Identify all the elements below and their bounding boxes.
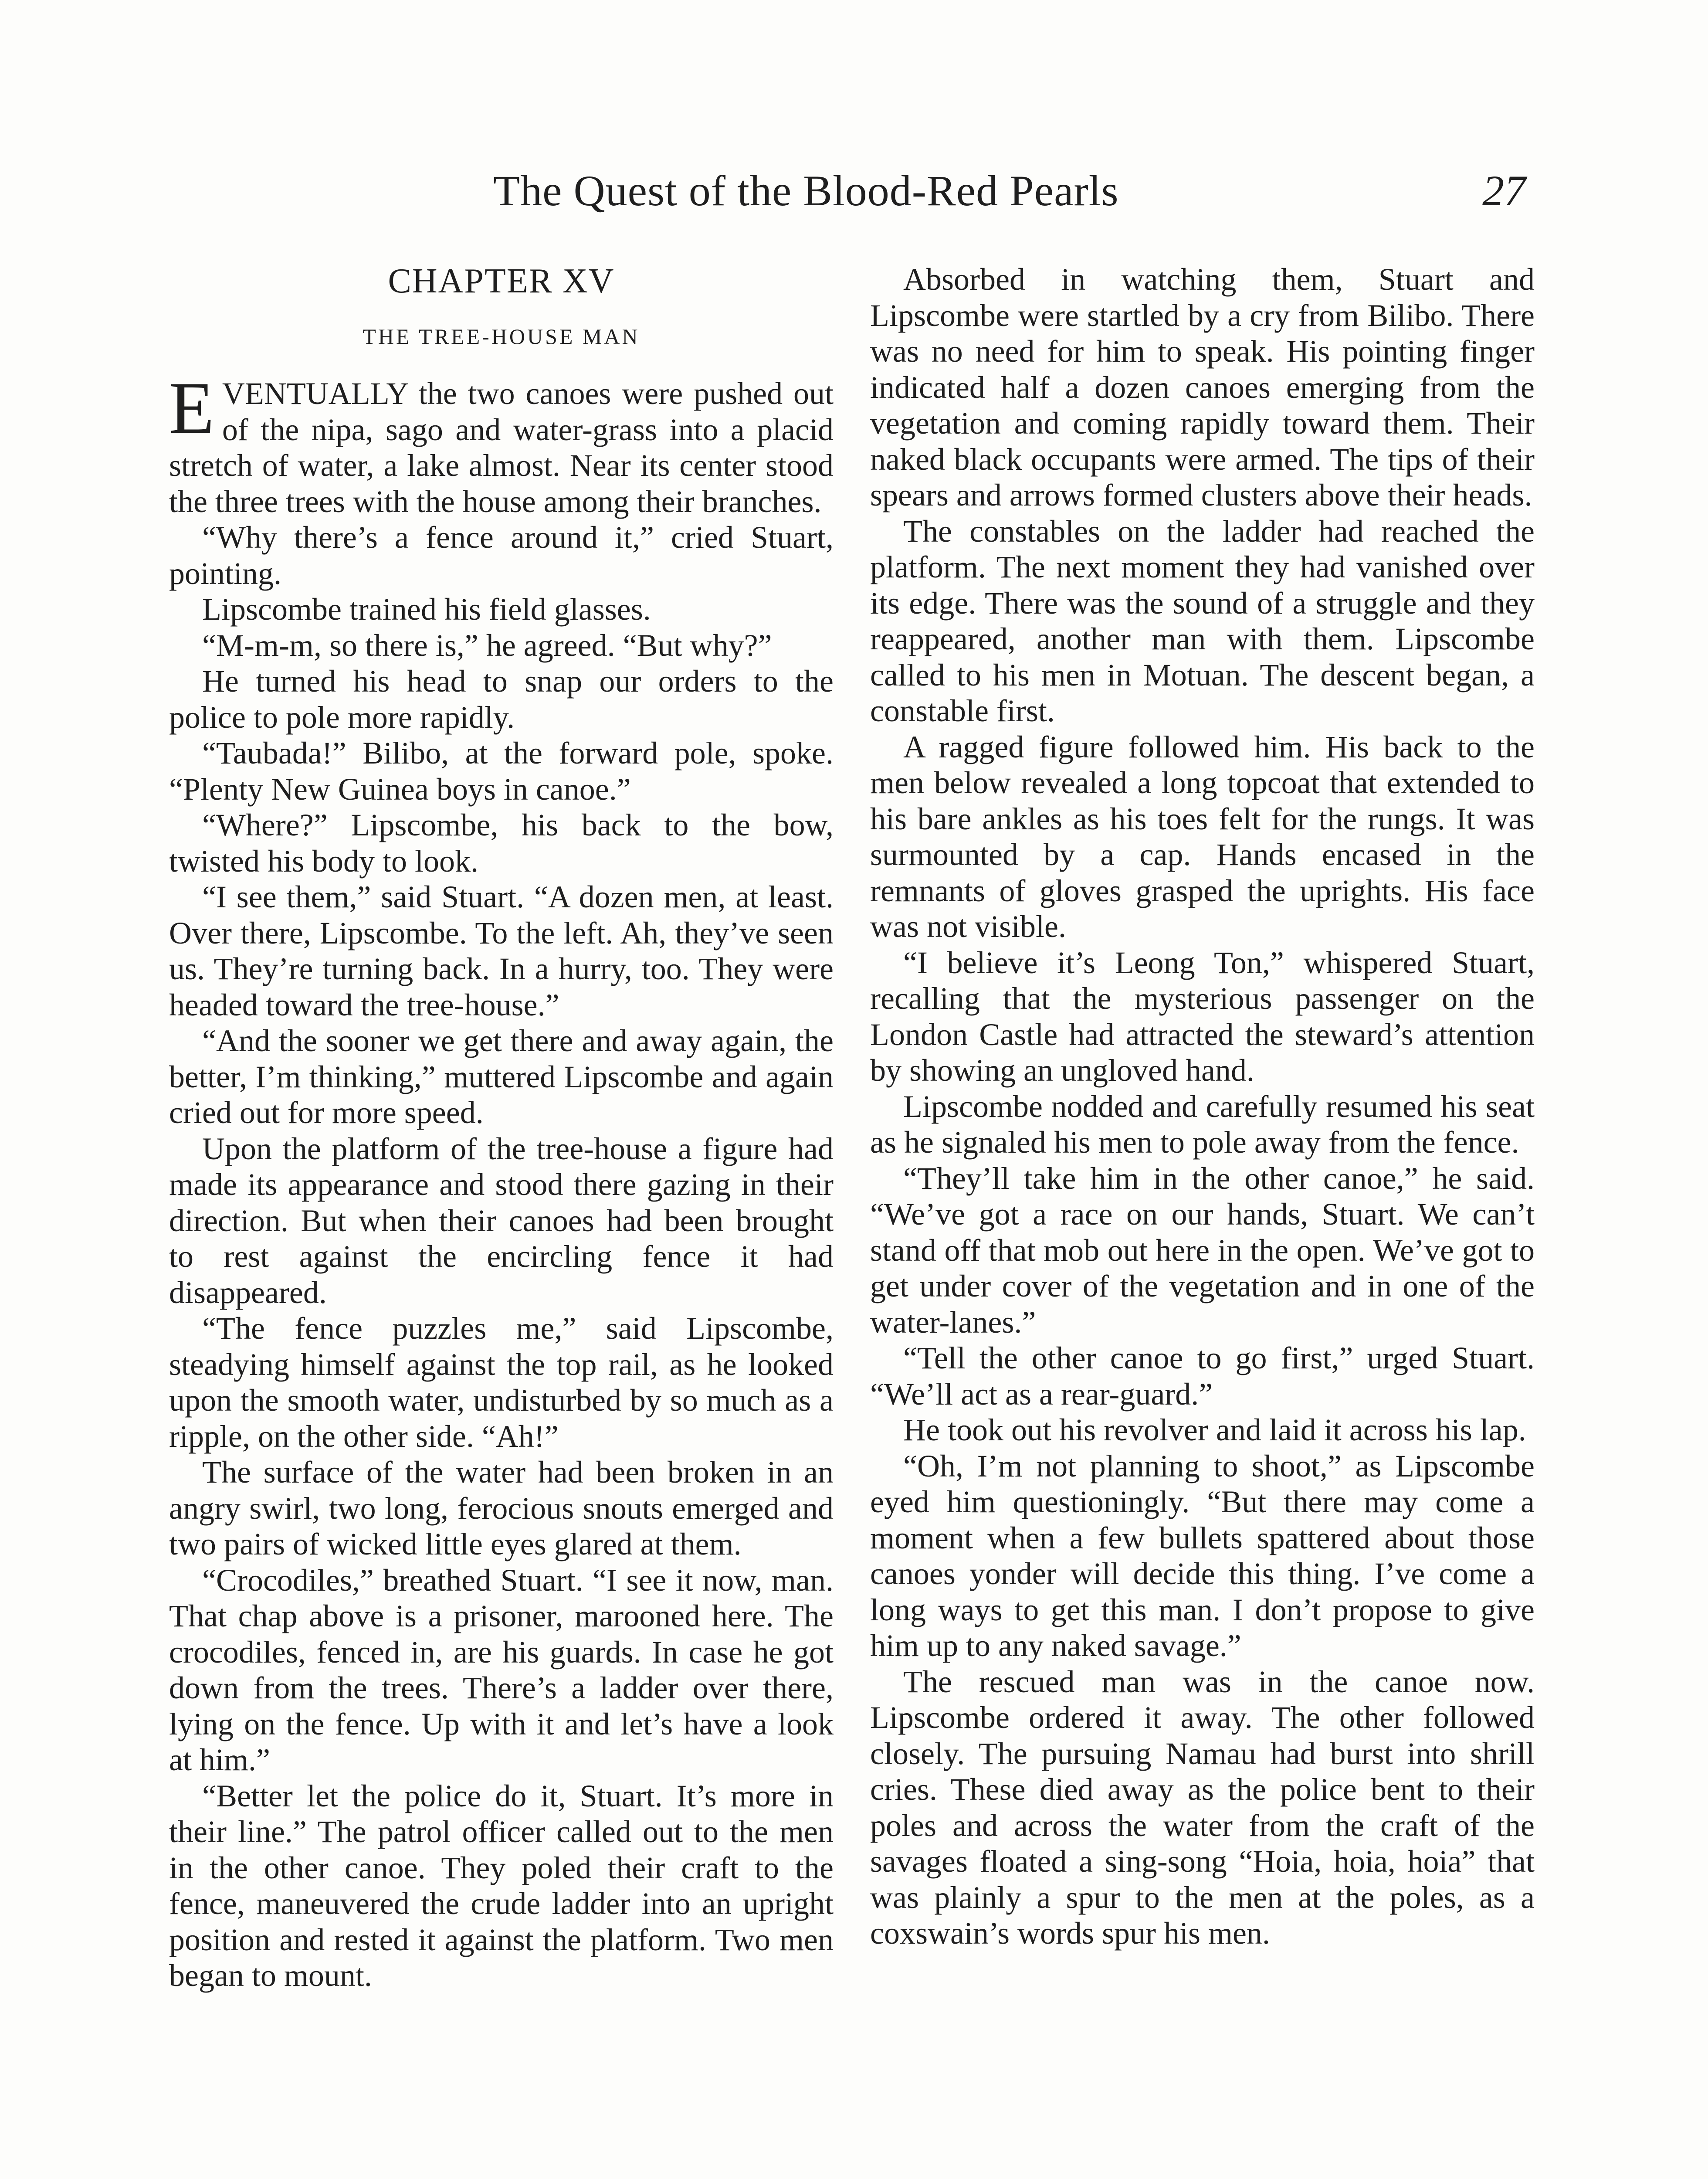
paragraph: Lipscombe trained his field glasses. bbox=[202, 592, 651, 627]
paragraph: The surface of the water had been broken in an angry swirl, two long, ferocious snouts emerged and two pairs of wicked little eyes glared at them. bbox=[169, 1455, 834, 1561]
drop-cap: E bbox=[169, 367, 214, 449]
paragraph: “Tell the other canoe to go first,” urged Stuart. “We’ll act as a rear-guard.” bbox=[870, 1341, 1535, 1412]
paragraph: The rescued man was in the canoe now. Lipscombe ordered it away. The other followed closely. The pursuing Namau had burst into shrill cries. These died away as the police bent to their poles and across the water from the craft of the savages floated a sing-song “Hoia, hoia, hoia” that was plainly a spur to the men at the poles, as a coxswain’s words spur his men. bbox=[870, 1664, 1535, 1951]
paragraph: “I believe it’s Leong Ton,” whispered Stuart, recalling that the mysterious passenger on the London Castle had attracted the steward’s attention by showing an ungloved hand. bbox=[870, 945, 1535, 1088]
paragraph: “Where?” Lipscombe, his back to the bow, twisted his body to look. bbox=[169, 808, 834, 879]
paragraph: A ragged figure followed him. His back to the men below revealed a long topcoat that extended to his bare ankles as his toes felt for the rungs. It was surmounted by a cap. Hands encased in the remnants of gloves grasped the uprights. His face was not visible. bbox=[870, 729, 1535, 944]
paragraph: “I see them,” said Stuart. “A dozen men, at least. Over there, Lipscombe. To the left. Ah, they’ve seen us. They’re turning back. In a hurry, too. They were headed toward the tree-house.” bbox=[169, 879, 834, 1022]
running-title: The Quest of the Blood-Red Pearls bbox=[493, 166, 1119, 215]
chapter-subtitle: THE TREE-HOUSE MAN bbox=[363, 324, 640, 349]
chapter-title: CHAPTER XV bbox=[388, 262, 615, 300]
paragraph: “Oh, I’m not planning to shoot,” as Lipscombe eyed him questioningly. “But there may come a moment when a few bullets spattered about those canoes yonder will decide this thing. I’ve come a long ways to get this man. I don’t propose to give him up to any naked savage.” bbox=[870, 1448, 1535, 1663]
right-column bbox=[870, 261, 1535, 1952]
paragraph: He turned his head to snap our orders to the police to pole more rapidly. bbox=[169, 664, 834, 735]
running-head bbox=[0, 166, 1708, 227]
paragraph: “M-m-m, so there is,” he agreed. “But why?” bbox=[202, 628, 772, 663]
paragraph: “Why there’s a fence around it,” cried Stuart, pointing. bbox=[169, 520, 834, 591]
paragraph: “Crocodiles,” breathed Stuart. “I see it now, man. That chap above is a prisoner, marooned here. The crocodiles, fenced in, are his guards. In case he got down from the trees. There’s a ladder over there, lying on the fence. Up with it and let’s have a look at him.” bbox=[169, 1562, 834, 1777]
paragraph: “They’ll take him in the other canoe,” he said. “We’ve got a race on our hands, Stuart. We can’t stand off that mob out here in the open. We’ve got to get under cover of the vegetation and in one of the water-lanes.” bbox=[870, 1161, 1535, 1340]
paragraph: Lipscombe nodded and carefully resumed his seat as he signaled his men to pole away from the fence. bbox=[870, 1089, 1535, 1160]
paragraph: “Better let the police do it, Stuart. It’s more in their line.” The patrol officer called out to the men in the other canoe. They poled their craft to the fence, maneuvered the crude ladder into an upright position and rested it against the platform. Two men began to mount. bbox=[169, 1778, 834, 1993]
page-number: 27 bbox=[1482, 166, 1526, 215]
paragraph: He took out his revolver and laid it across his lap. bbox=[903, 1412, 1526, 1447]
opening-paragraph bbox=[169, 367, 834, 519]
paragraph: The constables on the ladder had reached the platform. The next moment they had vanished over its edge. There was the sound of a struggle and they reappeared, another man with them. Lipscombe called to his men in Motuan. The descent began, a constable first. bbox=[870, 513, 1535, 728]
opening-paragraph-text: VENTUALLY the two canoes were pushed out of the nipa, sago and water-grass into a placid stretch of water, a lake almost. Near its center stood the three trees with the house among their branches. bbox=[169, 376, 834, 519]
paragraph: “Taubada!” Bilibo, at the forward pole, spoke. “Plenty New Guinea boys in canoe.” bbox=[169, 736, 834, 807]
paragraph: Upon the platform of the tree-house a figure had made its appearance and stood there gazing in their direction. But when their canoes had been brought to rest against the encircling fence it had disappeared. bbox=[169, 1131, 834, 1310]
paragraph: “And the sooner we get there and away again, the better, I’m thinking,” muttered Lipscombe and again cried out for more speed. bbox=[169, 1023, 834, 1130]
paragraph: “The fence puzzles me,” said Lipscombe, steadying himself against the top rail, as he looked upon the smooth water, undisturbed by so much as a ripple, on the other side. “Ah!” bbox=[169, 1311, 834, 1454]
left-column bbox=[169, 261, 834, 1994]
paragraph: Absorbed in watching them, Stuart and Lipscombe were startled by a cry from Bilibo. There was no need for him to speak. His pointing finger indicated half a dozen canoes emerging from the vegetation and coming rapidly toward them. Their naked black occupants were armed. The tips of their spears and arrows formed clusters above their heads. bbox=[870, 262, 1535, 513]
